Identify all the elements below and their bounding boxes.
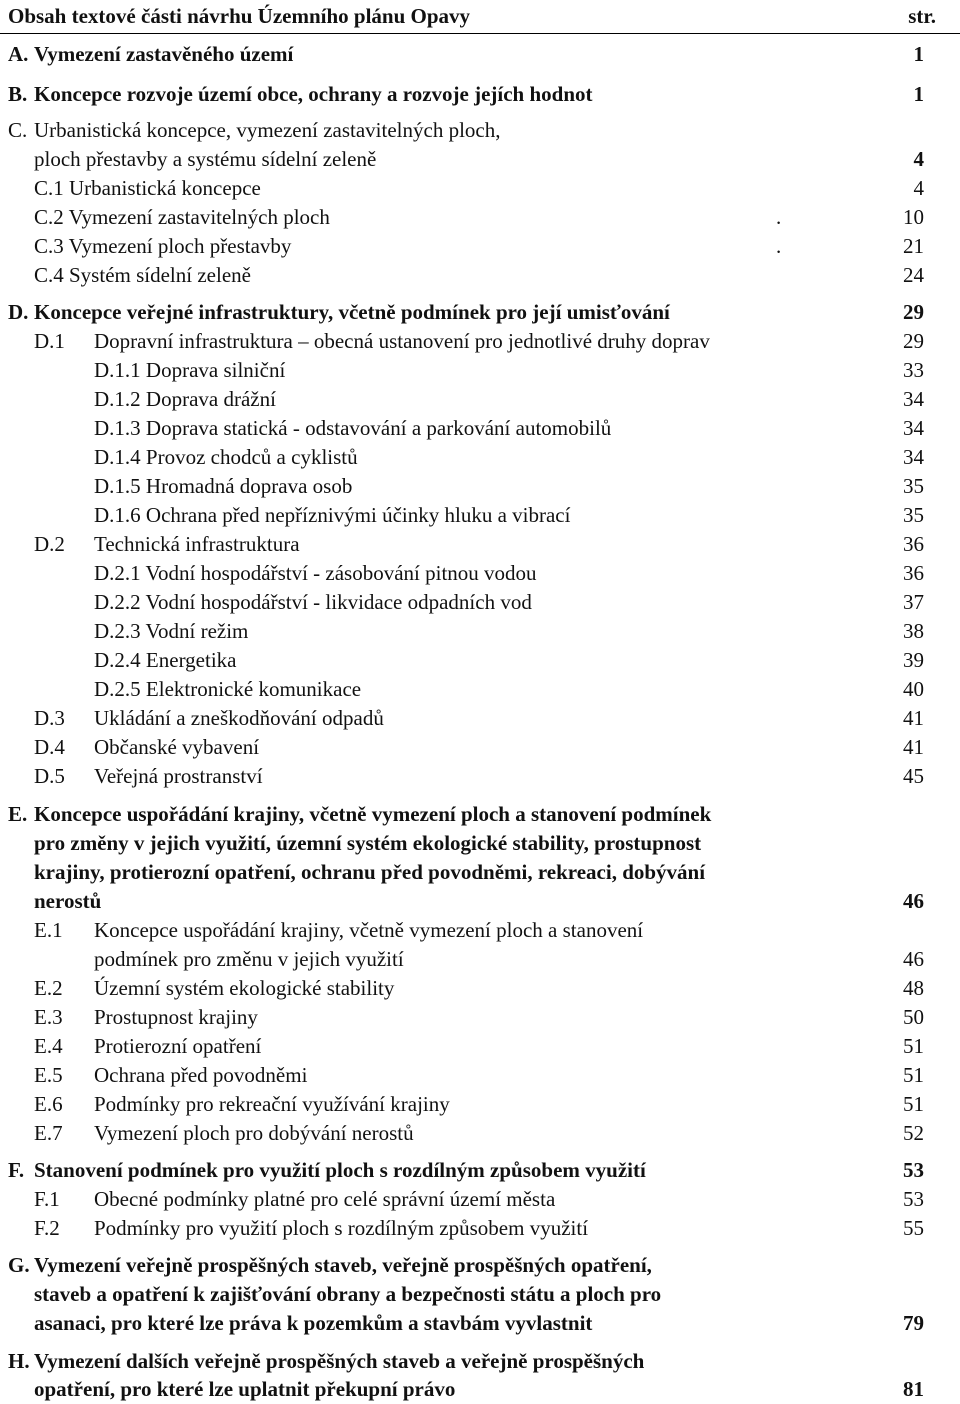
toc-page-number: 1 [913,82,924,106]
toc-entry-e3[interactable] [0,1003,960,1032]
toc-title: Občanské vybavení [94,735,260,759]
toc-title: D.2.5 Elektronické komunikace [94,677,362,701]
toc-page-number: 53 [903,1187,924,1211]
toc-num: D.3 [34,706,65,730]
toc-page-number: 10 [903,205,924,229]
toc-page-number: 35 [903,474,924,498]
toc-page-number: 39 [903,648,924,672]
toc-page-number: 79 [903,1311,924,1335]
toc-page-number: 81 [903,1377,924,1401]
toc-page-number: 41 [903,735,924,759]
page-title: Obsah textové části návrhu Územního plánu Opavy [8,4,471,28]
toc-entry-g-cont[interactable] [0,1280,960,1309]
toc-entry-d13[interactable] [0,414,960,443]
toc-entry-e7[interactable] [0,1119,960,1148]
toc-entry-d12[interactable] [0,385,960,414]
toc-entry-d24[interactable] [0,646,960,675]
toc-title-line-2: pro změny v jejich využití, územní systém ekologické stability, prostupnost [34,831,702,855]
toc-num: F.1 [34,1187,60,1211]
toc-num: E.7 [34,1121,63,1145]
toc-num: F. [8,1158,25,1182]
toc-page-number: 1 [913,42,924,66]
toc-entry-e4[interactable] [0,1032,960,1061]
toc-num: H. [8,1349,30,1373]
toc-entry-d22[interactable] [0,588,960,617]
toc-entry-f2[interactable] [0,1214,960,1243]
toc-title: C.2 Vymezení zastavitelných ploch [34,205,330,229]
toc-page-number: 33 [903,358,924,382]
toc-title: Obecné podmínky platné pro celé správní území města [94,1187,556,1211]
toc-entry-f1[interactable] [0,1185,960,1214]
toc-entry-d16[interactable] [0,501,960,530]
page-column-label: str. [908,4,936,28]
toc-entry-e6[interactable] [0,1090,960,1119]
toc-entry-g-cont[interactable] [0,1309,960,1338]
toc-num: C. [8,118,28,142]
toc-title-line-2: opatření, pro které lze uplatnit překupní právo [34,1377,456,1401]
toc-entry-f[interactable] [0,1156,960,1185]
toc-title: D.1.5 Hromadná doprava osob [94,474,353,498]
toc-num: E.4 [34,1034,63,1058]
toc-page-number: 24 [903,263,924,287]
toc-page-number: 35 [903,503,924,527]
toc-title: Technická infrastruktura [94,532,300,556]
toc-title-line-2: ploch přestavby a systému sídelní zeleně [34,147,377,171]
toc-entry-e2[interactable] [0,974,960,1003]
toc-entry-e5[interactable] [0,1061,960,1090]
toc-entry-c-cont[interactable] [0,145,960,174]
toc-page-number: 34 [903,445,924,469]
toc-page-number: 4 [913,147,924,171]
toc-title: Dopravní infrastruktura – obecná ustanovení pro jednotlivé druhy doprav [94,329,710,353]
toc-num: E. [8,802,28,826]
toc-page-number: 40 [903,677,924,701]
toc-title: Ukládání a zneškodňování odpadů [94,706,384,730]
toc-entry-c2[interactable] [0,203,960,232]
toc-page-number: 48 [903,976,924,1000]
toc-page-number: 51 [903,1092,924,1116]
toc-entry-c3[interactable] [0,232,960,261]
toc-page-number: 21 [903,234,924,258]
toc-entry-d2[interactable] [0,530,960,559]
toc-title-line-2: podmínek pro změnu v jejich využití [94,947,404,971]
toc-page-number: 41 [903,706,924,730]
toc-title: Vymezení zastavěného území [34,42,294,66]
toc-page-number: 36 [903,532,924,556]
toc-entry-e-cont[interactable] [0,829,960,858]
toc-entry-c[interactable] [0,116,960,145]
toc-title: D.2.3 Vodní režim [94,619,249,643]
toc-title: Vymezení ploch pro dobývání nerostů [94,1121,414,1145]
toc-entry-c4[interactable] [0,261,960,290]
toc-page-number: 29 [903,300,924,324]
header-rule [0,33,960,34]
toc-title: Protierozní opatření [94,1034,262,1058]
toc-num: D.1 [34,329,65,353]
toc-entry-c1[interactable] [0,174,960,203]
toc-num: G. [8,1253,30,1277]
toc-title: Koncepce veřejné infrastruktury, včetně podmínek pro její umisťování [34,300,670,324]
toc-entry-d14[interactable] [0,443,960,472]
toc-entry-d[interactable] [0,298,960,327]
toc-entry-e1[interactable] [0,916,960,945]
toc-title: D.2.4 Energetika [94,648,237,672]
toc-title-line-1: Vymezení dalších veřejně prospěšných staveb a veřejně prospěšných [34,1349,645,1373]
toc-num: F.2 [34,1216,60,1240]
toc-page-number: 45 [903,764,924,788]
toc-title-line-3: krajiny, protierozní opatření, ochranu před povodněmi, rekreaci, dobývání [34,860,706,884]
toc-title: Územní systém ekologické stability [94,976,395,1000]
toc-title: D.1.1 Doprava silniční [94,358,286,382]
toc-entry-b[interactable] [0,80,960,109]
toc-page-number: 51 [903,1034,924,1058]
toc-title: D.2.2 Vodní hospodářství - likvidace odpadních vod [94,590,532,614]
toc-entry-d21[interactable] [0,559,960,588]
toc-entry-d25[interactable] [0,675,960,704]
toc-entry-e[interactable] [0,800,960,829]
toc-entry-e1-cont[interactable] [0,945,960,974]
toc-title-line-1: Koncepce uspořádání krajiny, včetně vymezení ploch a stanovení [94,918,644,942]
toc-entry-a[interactable] [0,40,960,69]
toc-page-number: 50 [903,1005,924,1029]
toc-entry-d3[interactable] [0,704,960,733]
toc-page-number: 51 [903,1063,924,1087]
toc-page-number: 53 [903,1158,924,1182]
toc-page-number: 4 [913,176,924,200]
toc-page-number: 34 [903,416,924,440]
toc-title: Podmínky pro rekreační využívání krajiny [94,1092,450,1116]
toc-num: E.2 [34,976,63,1000]
toc-num: E.3 [34,1005,63,1029]
toc-num: A. [8,42,29,66]
toc-entry-h[interactable] [0,1347,960,1376]
toc-title: Koncepce rozvoje území obce, ochrany a rozvoje jejích hodnot [34,82,593,106]
toc-title: D.2.1 Vodní hospodářství - zásobování pitnou vodou [94,561,537,585]
toc-title: D.1.4 Provoz chodců a cyklistů [94,445,358,469]
toc-page-number: 34 [903,387,924,411]
toc-title-line-1: Koncepce uspořádání krajiny, včetně vymezení ploch a stanovení podmínek [34,802,712,826]
toc-entry-d15[interactable] [0,472,960,501]
toc-num: D.2 [34,532,65,556]
toc-page-number: 36 [903,561,924,585]
toc-num: E.6 [34,1092,63,1116]
toc-num: D. [8,300,29,324]
toc-page-number: 55 [903,1216,924,1240]
toc-num: E.5 [34,1063,63,1087]
toc-title-line-4: nerostů [34,889,102,913]
toc-entry-d4[interactable] [0,733,960,762]
toc-num: D.5 [34,764,65,788]
toc-entry-d23[interactable] [0,617,960,646]
toc-title-line-2: staveb a opatření k zajišťování obrany a bezpečnosti státu a ploch pro [34,1282,662,1306]
toc-title: C.3 Vymezení ploch přestavby [34,234,292,258]
toc-title: D.1.6 Ochrana před nepříznivými účinky hluku a vibrací [94,503,571,527]
toc-entry-g[interactable] [0,1251,960,1280]
toc-page-number: 37 [903,590,924,614]
toc-page-number: 52 [903,1121,924,1145]
toc-title: D.1.3 Doprava statická - odstavování a parkování automobilů [94,416,612,440]
toc-title: C.1 Urbanistická koncepce [34,176,261,200]
toc-num: D.4 [34,735,65,759]
toc-title: Veřejná prostranství [94,764,263,788]
toc-entry-h-cont[interactable] [0,1375,960,1404]
toc-title: Ochrana před povodněmi [94,1063,308,1087]
toc-entry-d11[interactable] [0,356,960,385]
toc-title-line-3: asanaci, pro které lze práva k pozemkům a stavbám vyvlastnit [34,1311,593,1335]
toc-num: B. [8,82,28,106]
toc-entry-e-cont[interactable] [0,887,960,916]
toc-entry-e-cont[interactable] [0,858,960,887]
toc-title: Podmínky pro využití ploch s rozdílným způsobem využití [94,1216,589,1240]
toc-leader-dot: . [776,205,782,229]
toc-title: D.1.2 Doprava drážní [94,387,276,411]
toc-entry-d5[interactable] [0,762,960,791]
toc-title-line-1: Vymezení veřejně prospěšných staveb, veřejně prospěšných opatření, [34,1253,652,1277]
toc-title: Prostupnost krajiny [94,1005,258,1029]
toc-title-line-1: Urbanistická koncepce, vymezení zastavitelných ploch, [34,118,501,142]
toc-page-number: 46 [903,889,924,913]
toc-title: C.4 Systém sídelní zeleně [34,263,251,287]
toc-num: E.1 [34,918,63,942]
toc-title: Stanovení podmínek pro využití ploch s rozdílným způsobem využití [34,1158,646,1182]
toc-leader-dot: . [776,234,782,258]
toc-page-number: 46 [903,947,924,971]
toc-entry-d1[interactable] [0,327,960,356]
toc-page-number: 29 [903,329,924,353]
toc-page-number: 38 [903,619,924,643]
